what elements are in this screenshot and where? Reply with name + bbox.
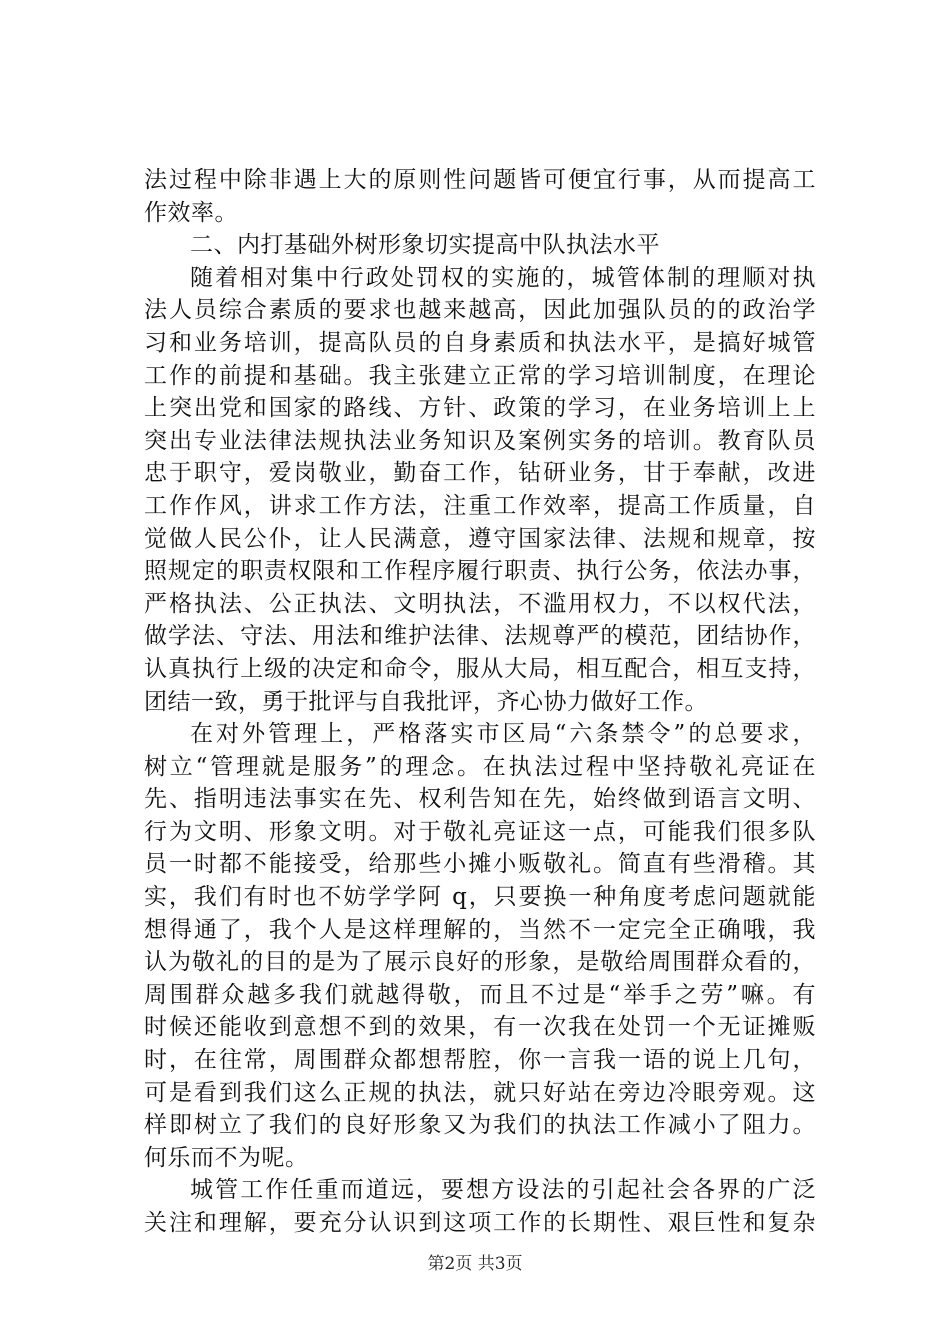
text-line: 习和业务培训，提高队员的自身素质和执法水平，是搞好城管 xyxy=(144,329,816,356)
text-line: 照规定的职责权限和工作程序履行职责、执行公务，依法办事， xyxy=(144,558,816,585)
text-line: 工作的前提和基础。我主张建立正常的学习培训制度，在理论 xyxy=(144,362,816,389)
text-line: 行为文明、形象文明。对于敬礼亮证这一点，可能我们很多队 xyxy=(144,818,816,845)
text-line: 可是看到我们这么正规的执法，就只好站在旁边冷眼旁观。这 xyxy=(144,1079,816,1106)
document-body xyxy=(144,164,816,1240)
text-line: 认为敬礼的目的是为了展示良好的形象，是敬给周围群众看的， xyxy=(144,949,816,976)
page-number-footer: 第2页 共3页 xyxy=(427,1254,523,1274)
text-line: 随着相对集中行政处罚权的实施的，城管体制的理顺对执 xyxy=(190,264,816,291)
text-line: 突出专业法律法规执法业务知识及案例实务的培训。教育队员 xyxy=(144,427,816,454)
text-line: 关注和理解，要充分认识到这项工作的长期性、艰巨性和复杂 xyxy=(144,1210,816,1236)
text-line: 团结一致，勇于批评与自我批评，齐心协力做好工作。 xyxy=(144,688,708,715)
text-line: 二、内打基础外树形象切实提高中队执法水平 xyxy=(190,232,660,259)
text-line: 在对外管理上，严格落实市区局“六条禁令”的总要求， xyxy=(190,721,816,748)
text-line: 忠于职守，爱岗敬业，勤奋工作，钻研业务，甘于奉献，改进 xyxy=(144,460,816,487)
text-line: 觉做人民公仆，让人民满意，遵守国家法律、法规和规章，按 xyxy=(144,525,816,552)
text-line: 员一时都不能接受，给那些小摊小贩敬礼。简直有些滑稽。其 xyxy=(144,851,816,878)
text-line: 认真执行上级的决定和命令，服从大局，相互配合，相互支持， xyxy=(144,655,816,682)
text-line: 样即树立了我们的良好形象又为我们的执法工作减小了阻力。 xyxy=(144,1112,816,1139)
text-line: 周围群众越多我们就越得敬，而且不过是“举手之劳”嘛。有 xyxy=(144,981,816,1008)
text-line: 先、指明违法事实在先、权利告知在先，始终做到语言文明、 xyxy=(144,786,816,813)
text-line: 工作作风，讲求工作方法，注重工作效率，提高工作质量，自 xyxy=(144,492,816,519)
text-line: 上突出党和国家的路线、方针、政策的学习，在业务培训上上 xyxy=(144,395,816,422)
text-line: 何乐而不为呢。 xyxy=(144,1144,309,1171)
text-line: 时，在往常，周围群众都想帮腔，你一言我一语的说上几句， xyxy=(144,1047,816,1074)
text-line: 法过程中除非遇上大的原则性问题皆可便宜行事，从而提高工 xyxy=(144,167,816,193)
text-line: 法人员综合素质的要求也越来越高，因此加强队员的的政治学 xyxy=(144,297,816,324)
text-line: 做学法、守法、用法和维护法律、法规尊严的模范，团结协作， xyxy=(144,623,816,650)
text-line: 严格执法、公正执法、文明执法，不滥用权力，不以权代法， xyxy=(144,590,816,617)
text-line: 城管工作任重而道远，要想方设法的引起社会各界的广泛 xyxy=(190,1177,816,1204)
text-line: 想得通了，我个人是这样理解的，当然不一定完全正确哦，我 xyxy=(144,916,816,943)
text-line: 树立“管理就是服务”的理念。在执法过程中坚持敬礼亮证在 xyxy=(144,753,816,780)
text-line: 时候还能收到意想不到的效果，有一次我在处罚一个无证摊贩 xyxy=(144,1014,816,1041)
text-line: 实，我们有时也不妨学学阿 q，只要换一种角度考虑问题就能 xyxy=(144,884,816,911)
text-line: 作效率。 xyxy=(144,199,238,226)
